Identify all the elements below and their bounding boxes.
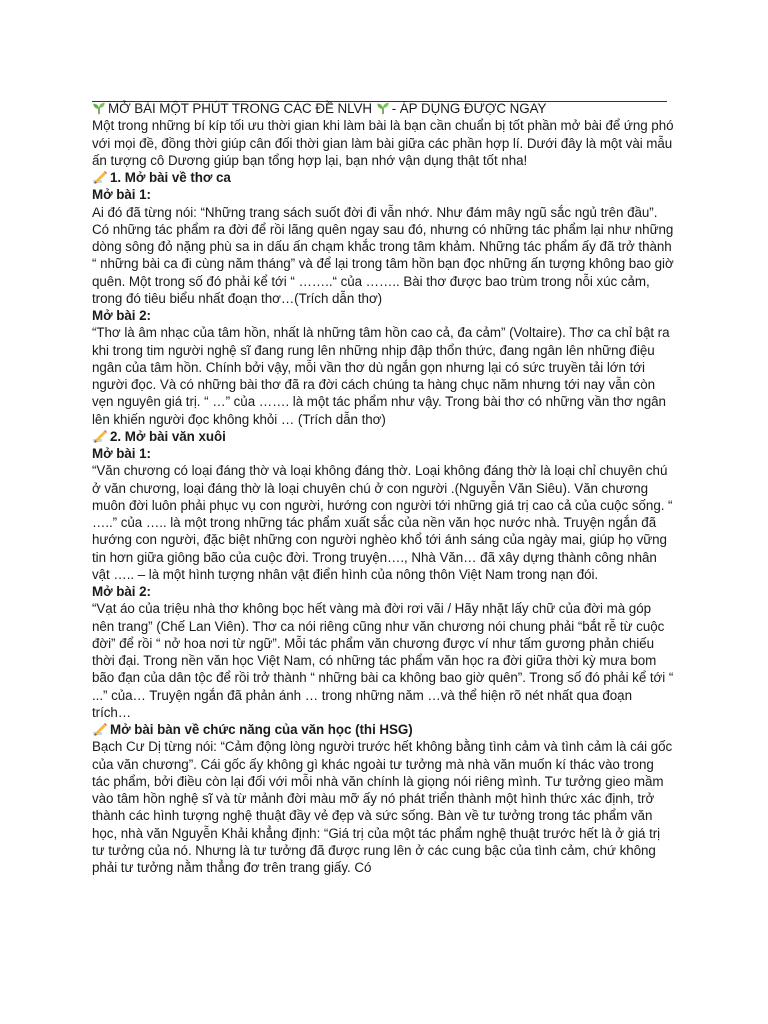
seedling-icon <box>376 101 389 114</box>
heading-text: 1. Mở bài về thơ ca <box>110 170 231 185</box>
heading-text: 2. Mở bài văn xuôi <box>110 428 226 444</box>
title-part2: - ÁP DỤNG ĐƯỢC NGAY <box>391 101 547 116</box>
writing-hand-icon <box>92 169 107 183</box>
intro-paragraph: Một trong những bí kíp tối ưu thời gian khi làm bài là bạn cần chuẩn bị tốt phần mở bài để ứng phó với mọi đề, đồng thời giúp cân đối thời gian làm bài giữa các phần hợp lí. Dưới đây là một vài mẫu ấn tượng cô Dương giúp bạn tổng hợp lại, bạn nhớ vận dụng thật tốt nha! <box>92 118 674 168</box>
section-heading-poetry <box>92 169 674 186</box>
section-heading-prose <box>92 428 674 445</box>
document-page <box>92 96 674 876</box>
section-heading-hsg <box>92 721 674 738</box>
title-part1: MỞ BÀI MỘT PHÚT TRONG CÁC ĐỀ NLVH <box>108 101 373 116</box>
document-title <box>92 100 674 117</box>
mb1-label: Mở bài 1: <box>92 446 151 461</box>
heading-text: Mở bài bàn về chức năng của văn học (thi HSG) <box>110 722 413 737</box>
poetry-mb2-paragraph: “Thơ là âm nhạc của tâm hồn, nhất là những tâm hồn cao cả, đa cảm” (Voltaire). Thơ ca chỉ bật ra khi trong tim người nghệ sĩ đang rung lên những nhịp đập thổn thức, đang ngân lên những điệu ngân của tâm hồn. Chính bởi vậy, mỗi vần thơ dù ngắn gọn nhưng lại có sức truyền tải lớn tới người đọc. Và có những bài thơ đã ra đời cách chúng ta hàng chục năm nhưng tới nay vẫn còn vẹn nguyên giá trị. “ …” của ……. là một tác phẩm như vậy. Trong bài thơ có những vần thơ ngân lên khiến người đọc không khỏi … (Trích dẫn thơ) <box>92 325 670 427</box>
hsg-paragraph: Bạch Cư Dị từng nói: “Cảm động lòng người trước hết không bằng tình cảm và tình cảm là cái gốc của văn chương”. Cái gốc ấy không gì khác ngoài tư tưởng mà nhà văn muốn kí thác vào trong tác phẩm, bởi điều còn lại đối với mỗi nhà văn chính là giọng nói riêng mình. Tư tưởng gieo mầm vào tâm hồn nghệ sĩ và từ mảnh đời màu mỡ ấy nó phát triển thành một hình thức xác định, trở thành các hình tượng nghệ thuật đầy vẻ đẹp và sức sống. Bàn về tư tưởng trong tác phẩm văn học, nhà văn Nguyễn Khải khẳng định: “Giá trị của một tác phẩm nghệ thuật trước hết là ở giá trị tư tưởng của nó. Nhưng là tư tưởng đã được rung lên ở các cung bậc của tình cảm, chứ không phải tư tưởng nằm thẳng đơ trên trang giấy. Có <box>92 739 673 875</box>
writing-hand-icon <box>92 428 107 442</box>
mb2-label: Mở bài 2: <box>92 308 151 323</box>
poetry-mb1-paragraph: Ai đó đã từng nói: “Những trang sách suốt đời đi vẫn nhớ. Như đám mây ngũ sắc ngủ trên đầu”. Có những tác phẩm ra đời để rồi lãng quên ngay sau đó, nhưng có những tác phẩm lại như những dòng sông đỏ nặng phù sa in dấu ấn chạm khắc trong tâm khảm. Những tác phẩm ấy đã trở thành “ những bài ca đi cùng năm tháng” và để lại trong tâm hồn bạn đọc những ấn tượng không bao giờ quên. Một trong số đó phải kể tới “ ……..“ của …….. Bài thơ được bao trùm trong nỗi xúc cảm, trong đó tiêu biểu nhất đoạn thơ…(Trích dẫn thơ) <box>92 204 674 306</box>
mb2-label: Mở bài 2: <box>92 584 151 599</box>
prose-mb2-paragraph: “Vạt áo của triệu nhà thơ không bọc hết vàng mà đời rơi vãi / Hãy nhặt lấy chữ của đời mà góp nên trang” (Chế Lan Viên). Thơ ca nói riêng cũng như văn chương nói chung phải “bắt rễ từ cuộc đời” để rồi “ nở hoa nơi từ ngữ”. Mỗi tác phẩm văn chương được ví như tấm gương phản chiếu thời đại. Trong nền văn học Việt Nam, có những tác phẩm văn học ra đời giữa thời kỳ mưa bom bão đạn của dân tộc để rồi trở thành “ những bài ca không bao giờ quên”. Trong số đó phải kể tới “ ...” của… Truyện ngắn đã phản ánh … trong những năm …và thể hiện rõ nét nhất qua đoạn trích… <box>92 601 674 720</box>
writing-hand-icon <box>92 721 107 735</box>
prose-mb1-paragraph: “Văn chương có loại đáng thờ và loại không đáng thờ. Loại không đáng thờ là loại chỉ chuyên chú ở văn chương, loại đáng thờ là loại chuyên chú ở con người .(Nguyễn Văn Siêu). Văn chương muôn đời luôn phải phục vụ con người, hướng con người tới những giá trị cao cả của cuộc sống. “ …..” của ….. là một trong những tác phẩm xuất sắc của nền văn học nước nhà. Truyện ngắn đã hướng con người, đặc biệt những con người nghèo khổ tới ánh sáng của ngày mai, giúp họ vững tin hơn giữa giông bão của cuộc đời. Trong truyện…., Nhà Văn… đã xây dựng thành công nhân vật ….. – là một hình tượng nhân vật điển hình của nông thôn Việt Nam trong nạn đói. <box>92 463 673 582</box>
seedling-icon <box>92 101 105 114</box>
mb1-label: Mở bài 1: <box>92 187 151 203</box>
